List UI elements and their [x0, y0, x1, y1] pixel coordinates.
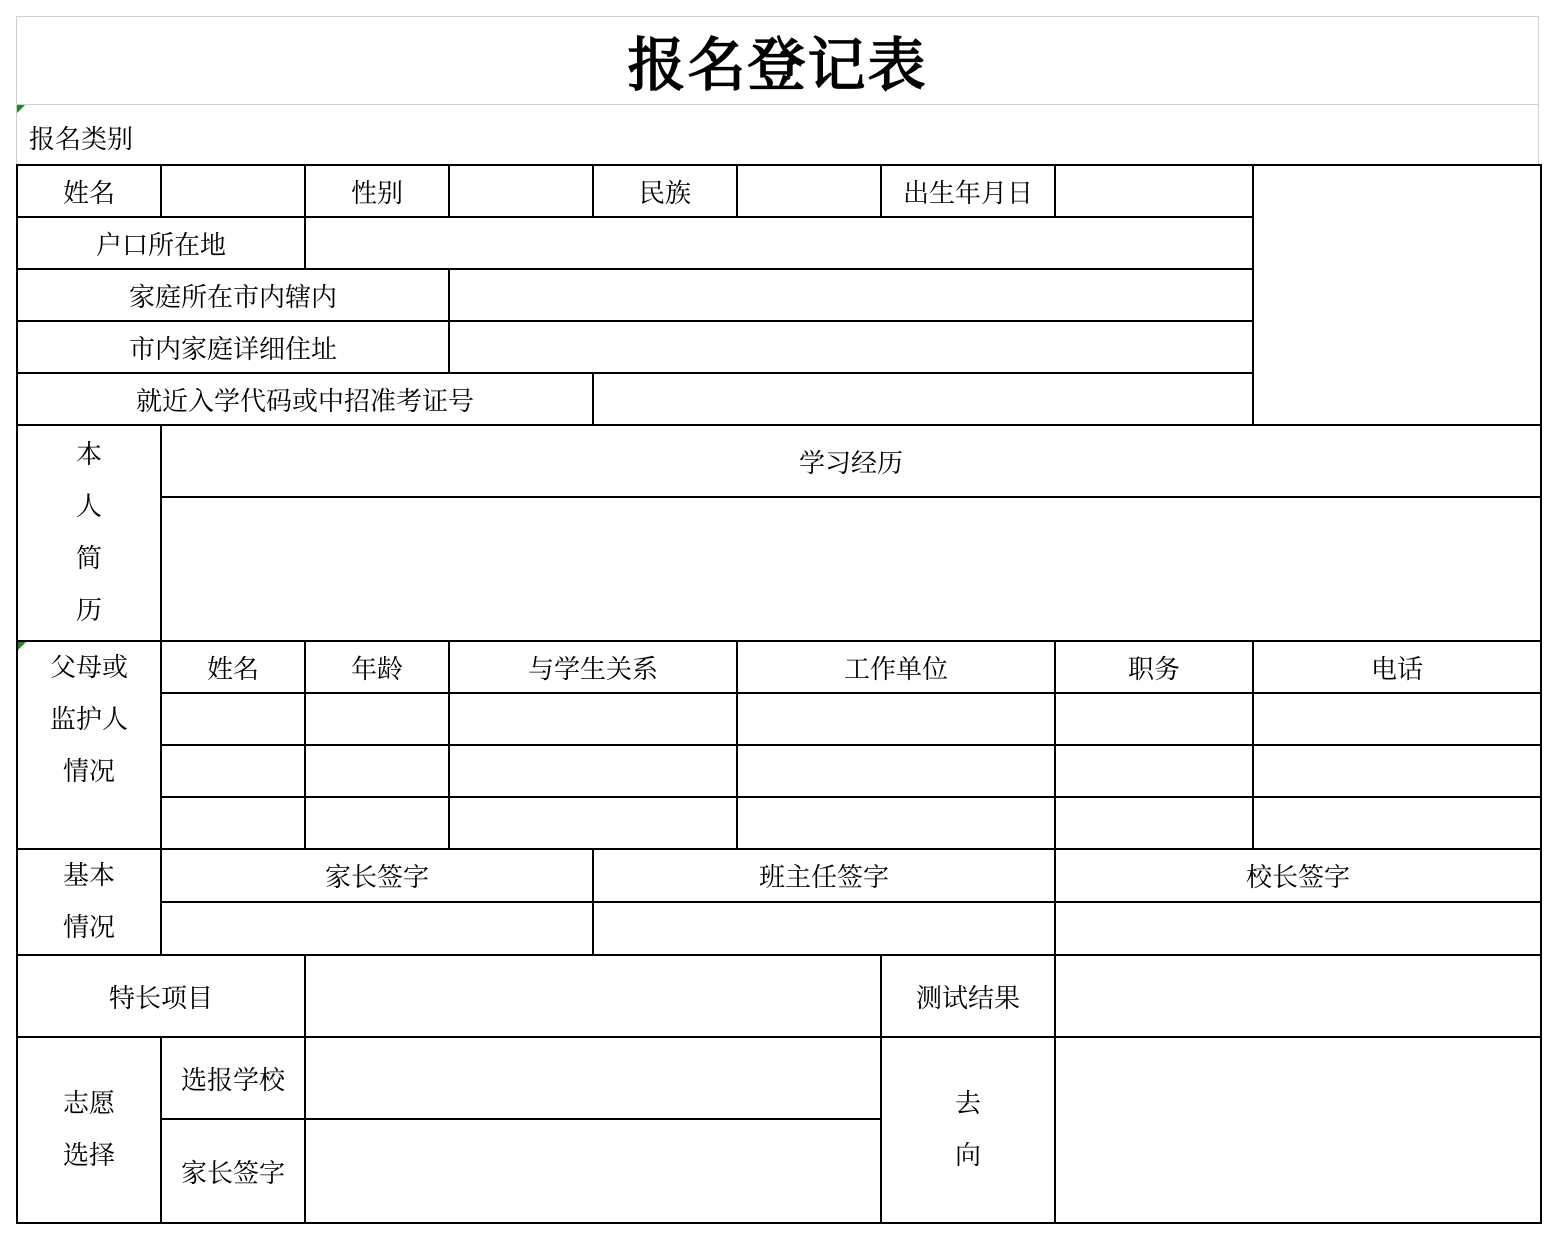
guardian-header-workplace: 工作单位 — [737, 641, 1055, 693]
district-label: 家庭所在市内辖内 — [17, 269, 449, 321]
exam-code-field[interactable] — [593, 373, 1253, 425]
guardian-cell[interactable] — [449, 693, 737, 745]
name-label: 姓名 — [17, 165, 161, 217]
household-field[interactable] — [305, 217, 1253, 269]
category-label: 报名类别 — [29, 125, 134, 155]
guardian-header-name: 姓名 — [161, 641, 305, 693]
basic-situation-side-label: 基本 情况 — [17, 849, 161, 955]
guardian-cell[interactable] — [161, 693, 305, 745]
guardian-cell[interactable] — [305, 745, 449, 797]
comment-marker-icon — [18, 642, 26, 650]
school-choice-label: 选报学校 — [161, 1037, 305, 1119]
name-field[interactable] — [161, 165, 305, 217]
category-row[interactable] — [16, 104, 1539, 164]
birthdate-field[interactable] — [1055, 165, 1253, 217]
guardian-cell[interactable] — [161, 745, 305, 797]
principal-signature-label: 校长签字 — [1055, 849, 1541, 902]
birthdate-label: 出生年月日 — [881, 165, 1055, 217]
teacher-signature-field[interactable] — [593, 902, 1055, 955]
destination-field[interactable] — [1055, 1037, 1541, 1223]
guardian-cell[interactable] — [1253, 693, 1541, 745]
guardian-header-position: 职务 — [1055, 641, 1253, 693]
guardian-side-label: 父母或 监护人 情况 — [17, 641, 161, 849]
photo-cell[interactable] — [1253, 165, 1541, 425]
parent-signature-label: 家长签字 — [161, 849, 593, 902]
guardian-cell[interactable] — [1055, 797, 1253, 849]
district-field[interactable] — [449, 269, 1253, 321]
principal-signature-field[interactable] — [1055, 902, 1541, 955]
resume-side-label: 本 人 简 历 — [17, 425, 161, 641]
guardian-cell[interactable] — [1253, 745, 1541, 797]
guardian-header-phone: 电话 — [1253, 641, 1541, 693]
guardian-header-age: 年龄 — [305, 641, 449, 693]
guardian-cell[interactable] — [449, 745, 737, 797]
address-field[interactable] — [449, 321, 1253, 373]
school-choice-field[interactable] — [305, 1037, 881, 1119]
destination-label: 去 向 — [881, 1037, 1055, 1223]
test-result-field[interactable] — [1055, 955, 1541, 1037]
guardian-cell[interactable] — [737, 745, 1055, 797]
study-history-header: 学习经历 — [161, 425, 1541, 497]
study-history-field[interactable] — [161, 497, 1541, 641]
guardian-header-relation: 与学生关系 — [449, 641, 737, 693]
page-title: 报名登记表 — [627, 31, 928, 99]
title-area — [16, 16, 1539, 104]
volunteer-parent-signature-field[interactable] — [305, 1119, 881, 1223]
guardian-cell[interactable] — [305, 693, 449, 745]
ethnicity-label: 民族 — [593, 165, 737, 217]
ethnicity-field[interactable] — [737, 165, 881, 217]
talent-field[interactable] — [305, 955, 881, 1037]
teacher-signature-label: 班主任签字 — [593, 849, 1055, 902]
guardian-cell[interactable] — [737, 797, 1055, 849]
guardian-cell[interactable] — [449, 797, 737, 849]
address-label: 市内家庭详细住址 — [17, 321, 449, 373]
exam-code-label: 就近入学代码或中招准考证号 — [17, 373, 593, 425]
gender-field[interactable] — [449, 165, 593, 217]
guardian-cell[interactable] — [161, 797, 305, 849]
test-result-label: 测试结果 — [881, 955, 1055, 1037]
comment-marker-icon — [17, 105, 25, 113]
gender-label: 性别 — [305, 165, 449, 217]
guardian-cell[interactable] — [1253, 797, 1541, 849]
household-label: 户口所在地 — [17, 217, 305, 269]
parent-signature-field[interactable] — [161, 902, 593, 955]
talent-label: 特长项目 — [17, 955, 305, 1037]
guardian-cell[interactable] — [737, 693, 1055, 745]
volunteer-side-label: 志愿 选择 — [17, 1037, 161, 1223]
guardian-cell[interactable] — [1055, 745, 1253, 797]
registration-table — [16, 164, 1542, 1224]
guardian-cell[interactable] — [1055, 693, 1253, 745]
volunteer-parent-signature-label: 家长签字 — [161, 1119, 305, 1223]
guardian-cell[interactable] — [305, 797, 449, 849]
